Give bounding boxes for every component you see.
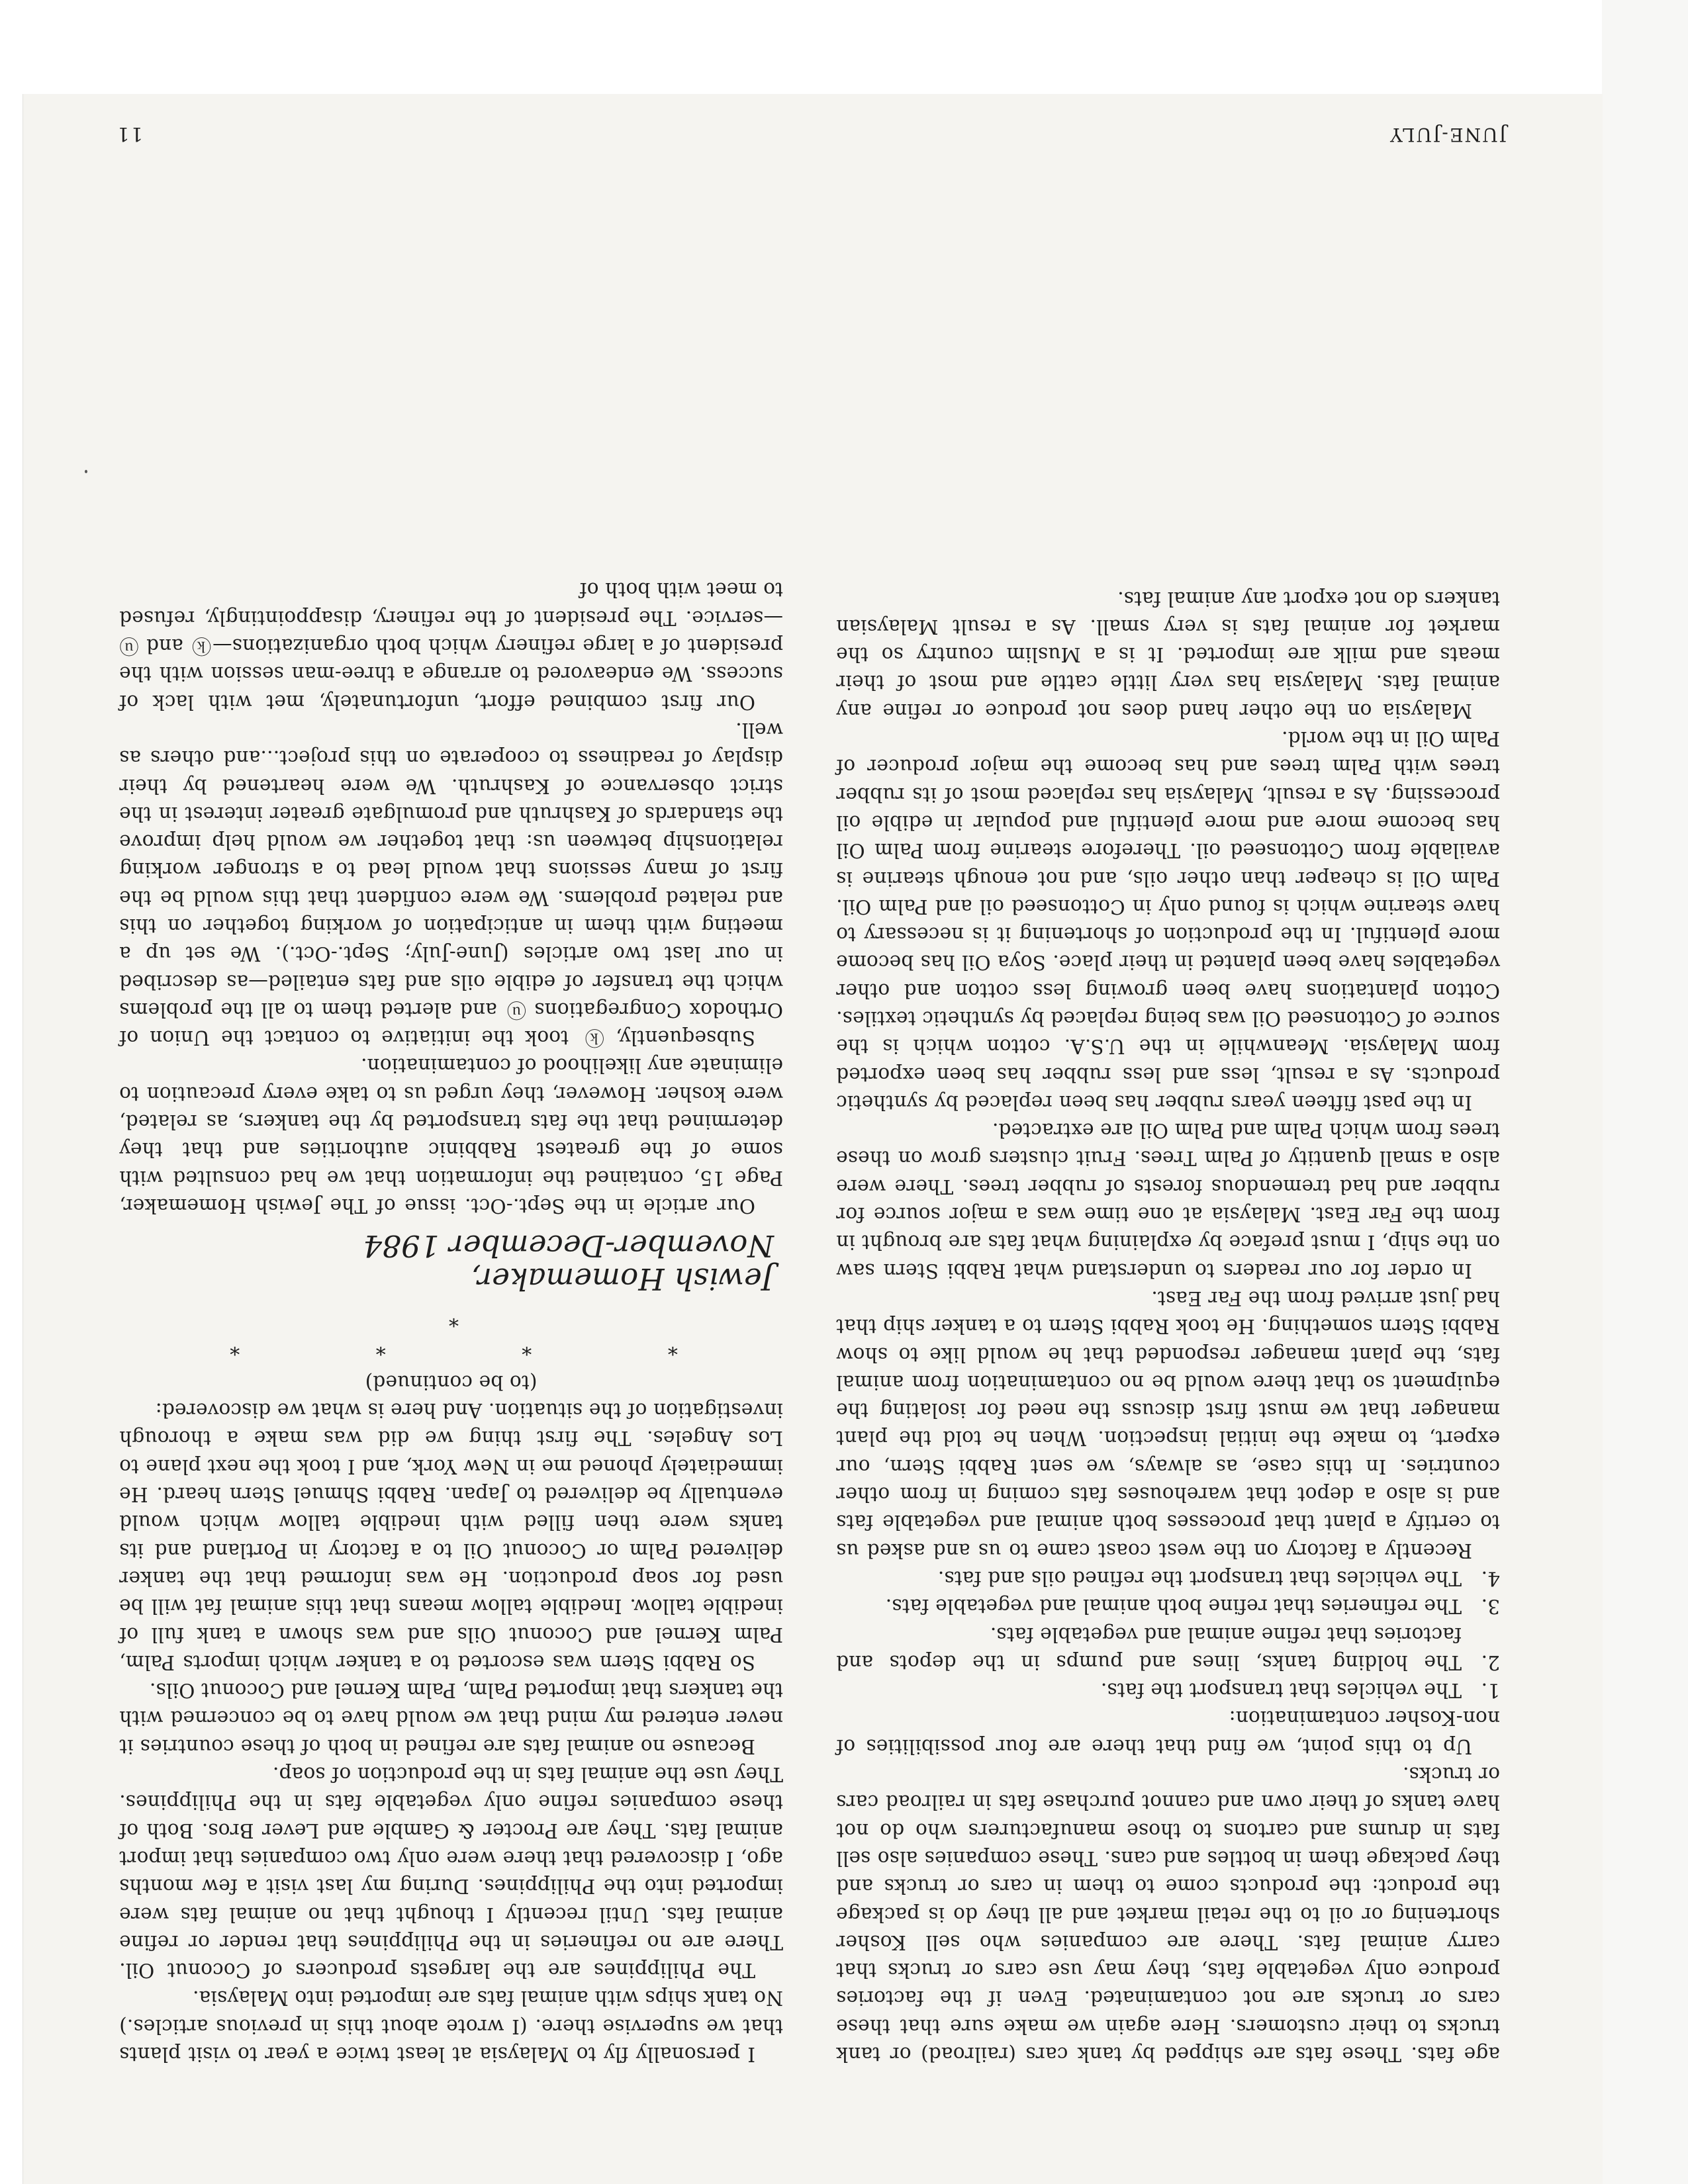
- contamination-list: [836, 1565, 1500, 1704]
- page-number: 11: [116, 123, 143, 146]
- paragraph: So Rabbi Stern was escorted to a tanker which imports Palm, Palm Kernel and Coconut Oils and was shown a tank full of inedible tallow. Inedible tallow means that this animal fat will be used for soap production. He was informed that the tanker delivered Palm or Coconut Oil to a factory in Portland and its tanks were then filled with inedible tallow which would eventually be delivered to Japan. Rabbi Shmuel Stern heard. He immediately phoned me in New York, and I took the next plane to Los Angeles. The first thing we did was make a thorough investigation of the situation. And here is what we discovered:: [119, 1399, 783, 1674]
- paragraph: Because no animal fats are refined in both of these countries it never entered my mind that we would have to be concerned with the tankers that imported Palm, Palm Kernel and Coconut Oils.: [119, 1679, 783, 1758]
- to-be-continued: (to be continued): [365, 1371, 538, 1394]
- scan-margin-top: [0, 0, 1688, 94]
- right-column: [119, 576, 783, 2068]
- scan-speck: [85, 470, 87, 473]
- paragraph: age fats. These fats are shipped by tank cars (railroad) or tank trucks to their customers. Here again we make sure that these cars or trucks are not contaminated. Even if the factories produce only vegetable fats, they may use cars or trucks that carry animal fats. There are companies who sell Kosher shortening or oil to the retail market and all they do is package the product: the products come to them in cars or trucks and they package them in bottles and cans. These companies also sell fats in drums and cartons to those manufacturers who do not have tanks of their own and cannot purchase fats in railroad cars or trucks.: [836, 1763, 1500, 2066]
- paragraph: Malaysia on the other hand does not produce or refine any animal fats. Malaysia has very little cattle and most of their meats and milk are imported. It is a Muslim country so the market for animal fats is very small. As a result Malaysian tankers do not export any animal fats.: [836, 587, 1500, 722]
- list-item: 4. The vehicles that transport the refined oils and fats.: [937, 1567, 1500, 1590]
- paragraph: Subsequently, ⓚ took the initiative to contact the Union of Orthodox Congregations ⓤ and alerted them to all the problems which the transfer of edible oils and fats entailed—as described in our last two articles (June-July; Sept.-Oct.). We set up a meeting with them in anticipation of working together on this and related problems. We were confident that this would be the first of many sessions that would lead to a stronger working relationship between us: that together we would help improve the standards of Kashruth and promulgate greater interest in the strict observance of Kashruth. We were heartened by their display of readiness to cooperate on this project...and others as well.: [119, 718, 783, 1050]
- paragraph: Recently a factory on the west coast came to us and asked us to certify a plant that processes both animal and vegetable fats and is also a depot that warehouses fats coming in from other countries. In this case, as always, we sent Rabbi Stern, our expert, to make the initial inspection. When he told the plant manager that we must first discuss the need for isolating the equipment so that there would be no contamination from animal fats, the plant manager responded that he would like to show Rabbi Stern something. He took Rabbi Stern to a tanker ship that had just arrived from the Far East.: [836, 1287, 1500, 1562]
- running-head: JUNE-JULY: [1389, 124, 1507, 146]
- paragraph: The Philippines are the largests producers of Coconut Oil. There are no refineries in the Philippines that render or refine animal fats. Until recently I thought that no animal fats were imported into the Philippines. During my last visit a few months ago, I discovered that there were only two companies that import animal fats. They are Procter & Gamble and Lever Bros. Both of these companies refine only vegetable fats in the Philippines. They use the animal fats in the production of soap.: [119, 1763, 783, 1982]
- paragraph: In order for our readers to understand what Rabbi Stern saw on the ship, I must preface by explaining what fats are brought in from the Far East. Malaysia at one time was a major source for rubber and had tremendous forests of rubber trees. There were also a small quantity of Palm Trees. Fruit clusters grow on these trees from which Palm and Palm Oil are extracted.: [836, 1119, 1500, 1282]
- list-item: 1. The vehicles that transport the fats.: [1100, 1679, 1500, 1702]
- publication-title: Jewish Homemaker,: [471, 1261, 774, 1297]
- paragraph: Our first combined effort, unfortunately, met with lack of success. We endeavored to arrange a three-man session with the president of a large refinery which both organizations—ⓚ and ⓤ—service. The president of the refinery, disappointingly, refused to meet with both of: [119, 578, 783, 713]
- scan-margin-right: [1602, 0, 1688, 2184]
- section-heading: [119, 1229, 783, 1295]
- paragraph: Our article in the Sept.-Oct. issue of The Jewish Homemaker, Page 15, contained the information that we had consulted with some of the greatest Rabbinic authorities and that they determined that the fats transported by the tankers, as related, were kosher. However, they urged us to take every precaution to eliminate any likelihood of contamination.: [119, 1054, 783, 1217]
- paragraph: I personally fly to Malaysia at least twice a year to visit plants that we supervise there. (I wrote about this in previous articles.) No tank ships with animal fats are imported into Malaysia.: [119, 1987, 783, 2066]
- list-item: 2. The holding tanks, lines and pumps in the depots and factories that refine animal and vegetable fats.: [836, 1623, 1500, 1674]
- section-divider: * * * * *: [165, 1307, 678, 1359]
- scanned-page: [23, 94, 1603, 2184]
- publication-date: November-December 1984: [363, 1228, 774, 1263]
- page-content-upside-down: [23, 94, 1603, 2184]
- paragraph: In the past fifteen years rubber has been replaced by synthetic products. As a result, less and less rubber has been exported from Malaysia. Meanwhile in the U.S.A. cotton which is the source of Cottonseed Oil was being replaced by synthetic textiles. Cotton plantations have been growing less cotton and other vegetables have been planted in their place. Soya Oil has become more plentiful. In the production of shortening it is necessary to have stearine which is found only in Cottonseed oil and Palm Oil. Palm Oil is cheaper than other oils, and not enough stearine is available from Cottonseed oil. Therefore stearine from Palm Oil has become more and more plentiful and popular in edible oil processing. As a result, Malaysia has replaced most of its rubber trees with Palm trees and has become the major producer of Palm Oil in the world.: [836, 727, 1500, 1114]
- list-item: 3. The refineries that refine both animal and vegetable fats.: [885, 1595, 1500, 1618]
- left-column: [836, 584, 1500, 2068]
- paragraph: Up to this point, we find that there are four possibilities of non-Kosher contamination:: [836, 1707, 1500, 1758]
